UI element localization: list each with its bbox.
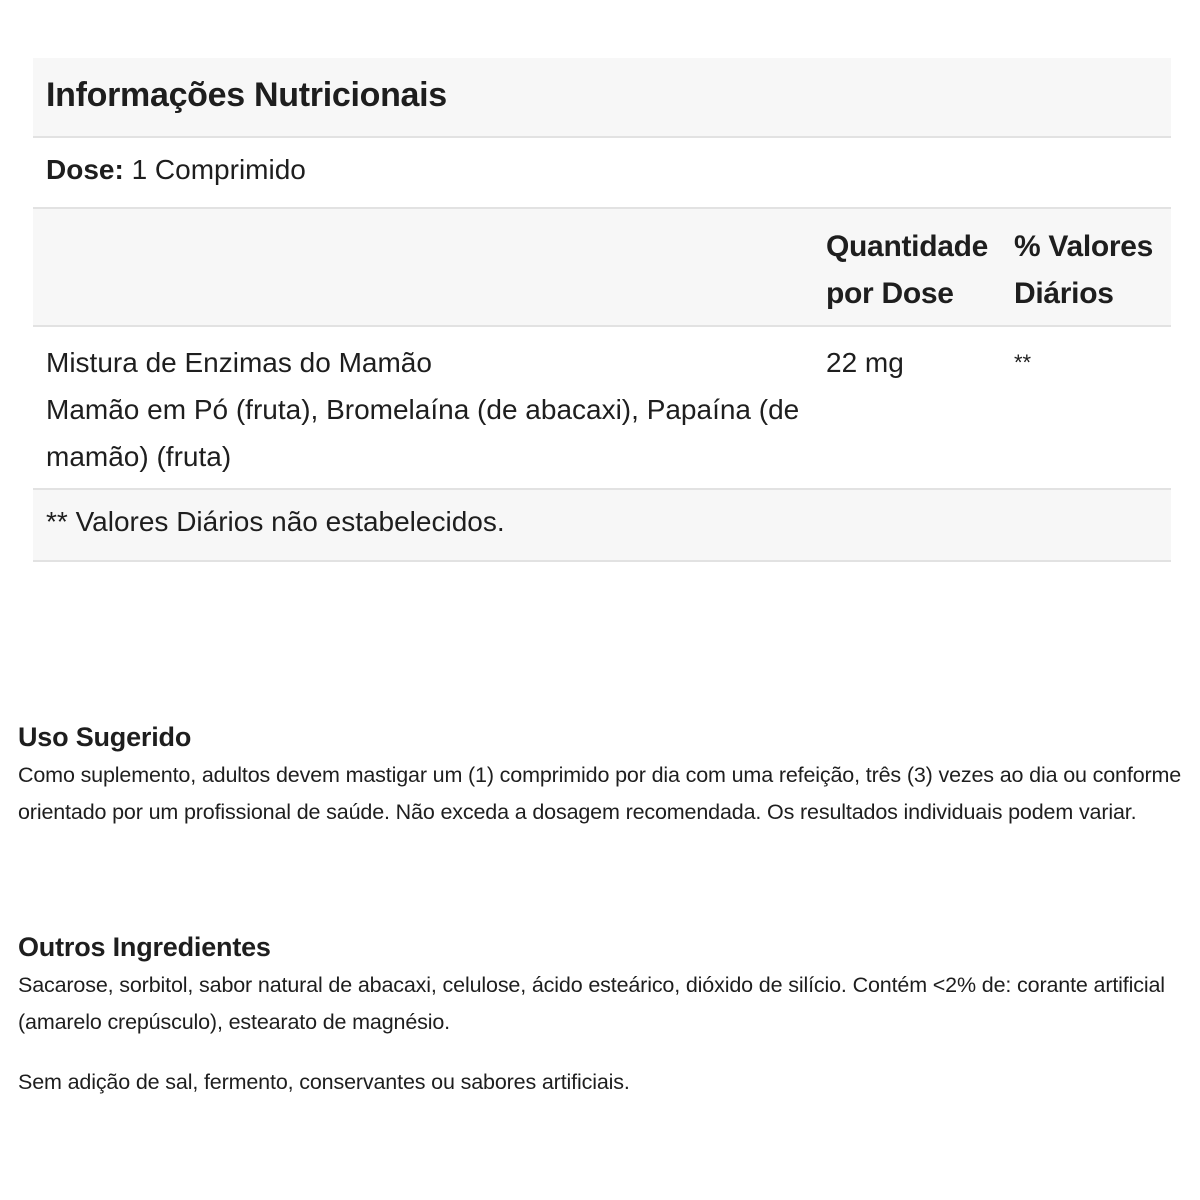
suggested-use-text: Como suplemento, adultos devem mastigar um (1) comprimido por dia com uma refeição, três (3) vezes ao dia ou conforme orientado por um profissional de saúde. Não exceda a dosagem recomendada. Os resultados individuais podem variar. (18, 763, 1182, 824)
other-ingredients-section (18, 932, 1193, 1101)
other-ingredients-title: Outros Ingredientes (18, 932, 271, 962)
header-quantity (826, 223, 1006, 317)
footnote-row (33, 490, 1171, 562)
dose-row (33, 138, 1171, 209)
dose-label: Dose: (46, 154, 124, 185)
header-quantity-line2: por Dose (826, 277, 954, 310)
ingredient-cell (46, 339, 806, 480)
ingredient-description: Mamão em Pó (fruta), Bromelaína (de abacaxi), Papaína (de mamão) (fruta) (46, 394, 800, 472)
suggested-use-section (18, 722, 1193, 830)
suggested-use-title: Uso Sugerido (18, 722, 192, 752)
footnote-text: ** Valores Diários não estabelecidos. (46, 506, 505, 537)
facts-title: Informações Nutricionais (46, 76, 447, 114)
ingredient-quantity: 22 mg (826, 347, 904, 378)
nutrition-facts-table (33, 58, 1171, 562)
dose-value: 1 Comprimido (131, 154, 306, 185)
facts-header-row (33, 209, 1171, 327)
other-ingredients-text: Sacarose, sorbitol, sabor natural de abacaxi, celulose, ácido esteárico, dióxido de silício. Contém <2% de: corante artificial (amarelo crepúsculo), estearato de magnésio. (18, 973, 1165, 1034)
ingredient-row (33, 327, 1171, 490)
header-daily-value-line2: Diários (1014, 277, 1114, 310)
ingredient-daily-value: ** (1014, 350, 1032, 375)
ingredient-name: Mistura de Enzimas do Mamão (46, 347, 432, 378)
facts-title-row (33, 58, 1171, 138)
other-ingredients-note: Sem adição de sal, fermento, conservantes ou sabores artificiais. (18, 1070, 630, 1094)
header-quantity-line1: Quantidade (826, 230, 989, 263)
header-daily-value (1014, 223, 1174, 317)
header-daily-value-line1: % Valores (1014, 230, 1154, 263)
